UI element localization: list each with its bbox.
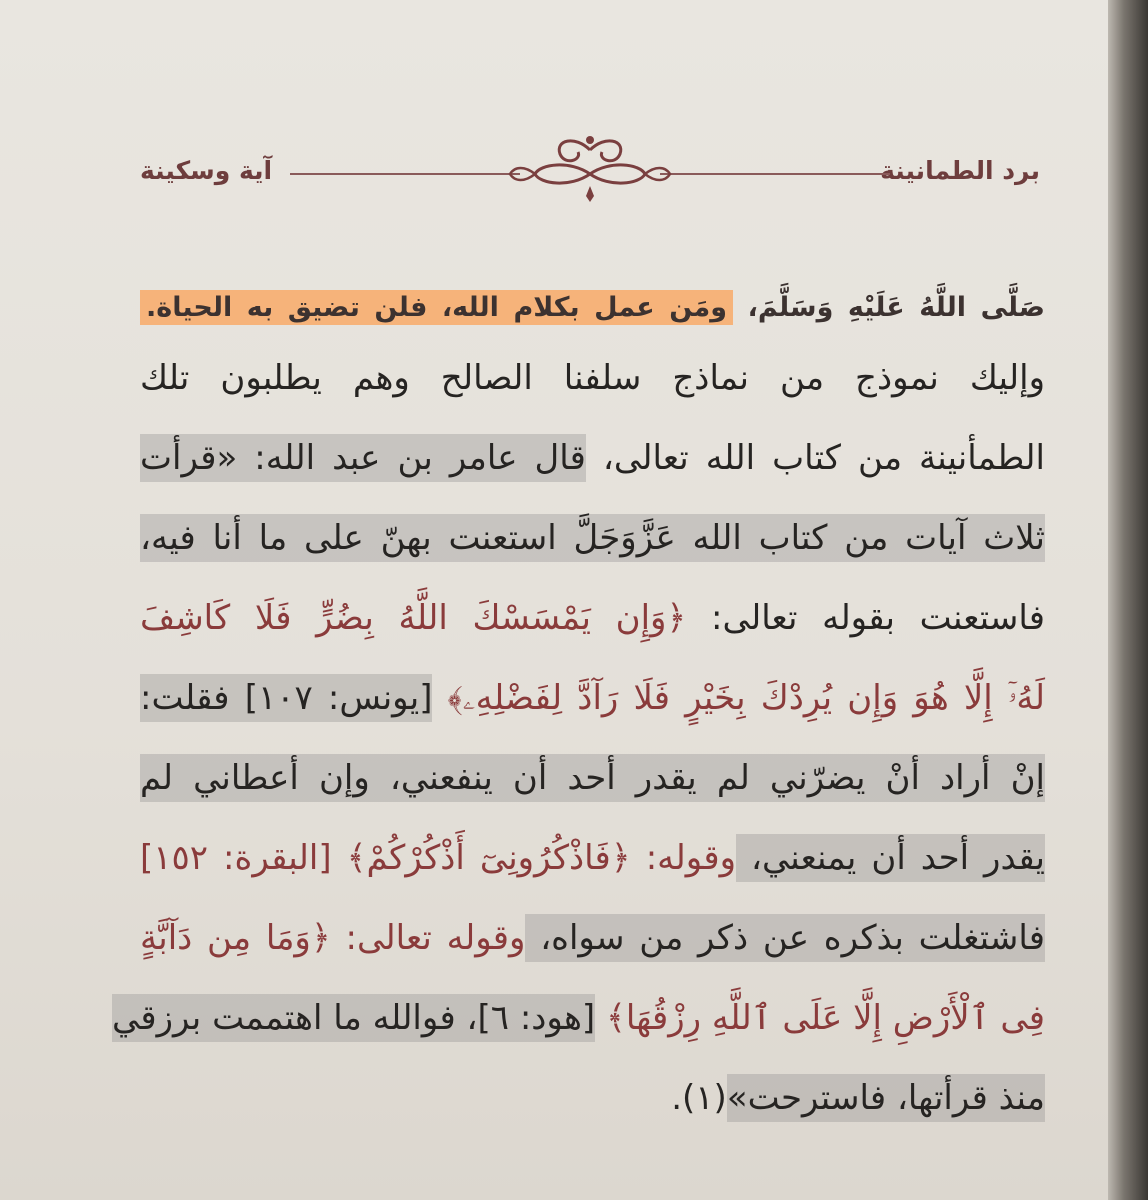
highlighted-text: ومَن عمل بكلام الله، فلن تضيق به الحياة. <box>140 290 733 325</box>
highlighted-text: منذ قرأتها، فاسترحت» <box>727 1074 1045 1122</box>
honorific-text: صَلَّى اللَّهُ عَلَيْهِ وَسَلَّمَ، <box>733 292 1045 323</box>
text-line <box>140 818 1045 898</box>
line-text: فاستعنت بقوله تعالى: <box>686 598 1045 638</box>
highlighted-text: إنْ أراد أنْ يضرّني لم يقدر أحد أن ينفعني، وإن أعطاني لم <box>140 754 1045 802</box>
page-header <box>140 150 1040 220</box>
quran-verse: وقوله تعالى: ﴿وَمَا مِن دَآبَّةٍ <box>140 918 526 958</box>
text-line <box>140 578 1045 658</box>
highlighted-text: [يونس: ١٠٧] فقلت: <box>140 674 432 722</box>
quran-verse: ﴿وَإِن يَمْسَسْكَ اللَّهُ بِضُرٍّ فَلَا كَاشِفَ <box>140 598 687 638</box>
quran-verse: لَهُۥٓ إِلَّا هُوَ وَإِن يُرِدْكَ بِخَيْرٍ فَلَا رَآدَّ لِفَضْلِهِۦ﴾ <box>432 678 1045 718</box>
highlighted-text: يقدر أحد أن يمنعني، <box>736 834 1045 882</box>
body-text <box>112 278 1045 1138</box>
text-line <box>140 1058 1045 1138</box>
running-title-right: برد الطمانينة <box>880 156 1040 185</box>
text-line <box>140 658 1045 738</box>
text-line <box>140 418 1045 498</box>
line-text: وإليك نموذج من نماذج سلفنا الصالح وهم يطلبون تلك <box>140 358 1045 398</box>
text-line <box>140 498 1045 578</box>
text-line <box>112 978 1045 1058</box>
ornament-divider <box>290 130 890 210</box>
highlighted-text: قال عامر بن عبد الله: «قرأت <box>140 434 586 482</box>
highlighted-text: [هود: ٦]، فوالله ما اهتممت برزقي <box>112 994 595 1042</box>
highlighted-text: فاشتغلت بذكره عن ذكر من سواه، <box>525 914 1045 962</box>
text-line <box>140 338 1045 418</box>
running-title-left: آية وسكينة <box>140 156 273 185</box>
quran-verse: فِى ٱلْأَرْضِ إِلَّا عَلَى ٱللَّهِ رِزْقُهَا﴾ <box>595 998 1045 1038</box>
quran-verse: وقوله: ﴿فَاذْكُرُونِىٓ أَذْكُرْكُمْ﴾ [البقرة: ١٥٢] <box>140 838 736 878</box>
book-spine-shadow <box>1108 0 1148 1200</box>
line-text: الطمأنينة من كتاب الله تعالى، <box>585 438 1045 478</box>
highlighted-text: ثلاث آيات من كتاب الله عَزَّوَجَلَّ استعنت بهنّ على ما أنا فيه، <box>140 514 1045 562</box>
text-line <box>140 898 1045 978</box>
footnote-marker: (١). <box>671 1078 727 1118</box>
text-line <box>140 738 1045 818</box>
text-line <box>140 278 1045 338</box>
